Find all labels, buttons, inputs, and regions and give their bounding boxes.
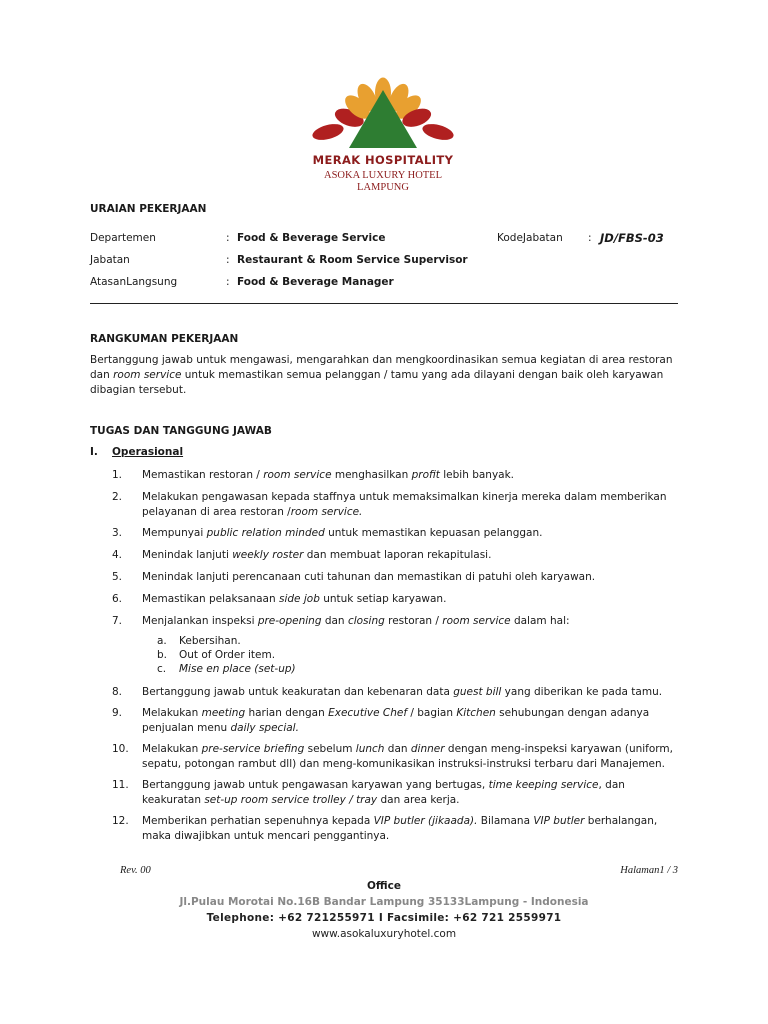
logo-petal [311,121,346,143]
duty-text: Menindak lanjuti perencanaan cuti tahunan dan memastikan di patuhi oleh karyawan. [142,571,596,583]
duty-text: Melakukan meeting harian dengan Executive Chef / bagian Kitchen sehubungan dengan adanya penjualan menu daily special. [142,707,650,734]
duty-number: 9. [112,707,123,719]
sub-item: c. Mise en place (set-up) [157,663,296,675]
duty-number: 6. [112,593,123,605]
field-label-departemen: Departemen [90,232,156,244]
peacock-logo-icon [308,52,458,152]
field-colon: : [226,276,230,288]
sub-item: b. Out of Order item. [157,649,276,661]
field-colon: : [226,232,230,244]
logo-petal [421,121,456,143]
kode-colon: : [588,232,592,244]
divider [90,303,678,304]
field-value-jabatan: Restaurant & Room Service Supervisor [237,254,468,266]
duty-number: 8. [112,686,123,698]
duty-number: 10. [112,743,129,755]
duties-title: TUGAS DAN TANGGUNG JAWAB [90,425,272,437]
page-number: Halaman1 / 3 [620,865,678,876]
duty-text: Menindak lanjuti weekly roster dan membuat laporan rekapitulasi. [142,549,492,561]
hotel-city: LAMPUNG [357,182,409,193]
duty-text: Memastikan pelaksanaan side job untuk setiap karyawan. [142,593,447,605]
kode-value: JD/FBS-03 [600,231,664,245]
hotel-name: ASOKA LUXURY HOTEL [323,170,443,181]
duty-number: 5. [112,571,123,583]
office-phone: Telephone: +62 721255971 I Facsimile: +62 721 2559971 [206,912,562,924]
duty-text: Memberikan perhatian sepenuhnya kepada VIP butler (jikaada). Bilamana VIP butler berhalangan, maka diwajibkan untuk mencari penggantinya. [142,815,658,842]
duty-text: Melakukan pengawasan kepada staffnya untuk memaksimalkan kinerja mereka dalam memberikan pelayanan di area restoran /room service. [142,491,667,518]
field-label-jabatan: Jabatan [90,254,130,266]
revision-label: Rev. 00 [120,865,151,876]
section-heading: I. Operasional [90,446,184,458]
field-value-departemen: Food & Beverage Service [237,232,386,244]
duty-text: Mempunyai public relation minded untuk memastikan kepuasan pelanggan. [142,527,543,539]
duty-text: Bertanggung jawab untuk pengawasan karyawan yang bertugas, time keeping service, dan keakuratan set-up room service trolley / tray dan area kerja. [142,779,625,806]
duty-number: 7. [112,615,123,627]
duty-number: 11. [112,779,129,791]
field-value-atasan: Food & Beverage Manager [237,276,394,288]
duty-text: Melakukan pre-service briefing sebelum lunch dan dinner dengan meng-inspeksi karyawan (uniform, sepatu, potongan rambut dll) dan meng-komunikasikan instruksi-instruksi terbaru dari Manajemen. [142,743,673,770]
brand-name: MERAK HOSPITALITY [312,153,454,167]
office-website: www.asokaluxuryhotel.com [311,928,457,940]
duty-number: 3. [112,527,123,539]
duty-text: Memastikan restoran / room service menghasilkan profit lebih banyak. [142,469,515,481]
duty-number: 12. [112,815,129,827]
office-address: Jl.Pulau Morotai No.16B Bandar Lampung 35133Lampung - Indonesia [179,896,589,908]
doc-heading: URAIAN PEKERJAAN [90,203,207,215]
duty-number: 1. [112,469,123,481]
hotel-logo [308,52,458,197]
office-label: Office [367,880,401,892]
duty-text: Bertanggung jawab untuk keakuratan dan kebenaran data guest bill yang diberikan ke pada tamu. [142,686,663,698]
summary-text: Bertanggung jawab untuk mengawasi, mengarahkan dan mengkoordinasikan semua kegiatan di area restoran dan room service untuk memastikan semua pelanggan / tamu yang ada dilayani dengan baik oleh karyawan dibagian tersebut. [90,354,673,396]
field-colon: : [226,254,230,266]
summary-title: RANGKUMAN PEKERJAAN [90,333,239,345]
kode-label: KodeJabatan [497,232,563,244]
duty-text: Menjalankan inspeksi pre-opening dan closing restoran / room service dalam hal: [142,615,570,627]
sub-item: a. Kebersihan. [157,635,241,647]
duty-number: 4. [112,549,123,561]
duty-number: 2. [112,491,123,503]
field-label-atasan: AtasanLangsung [90,276,178,288]
